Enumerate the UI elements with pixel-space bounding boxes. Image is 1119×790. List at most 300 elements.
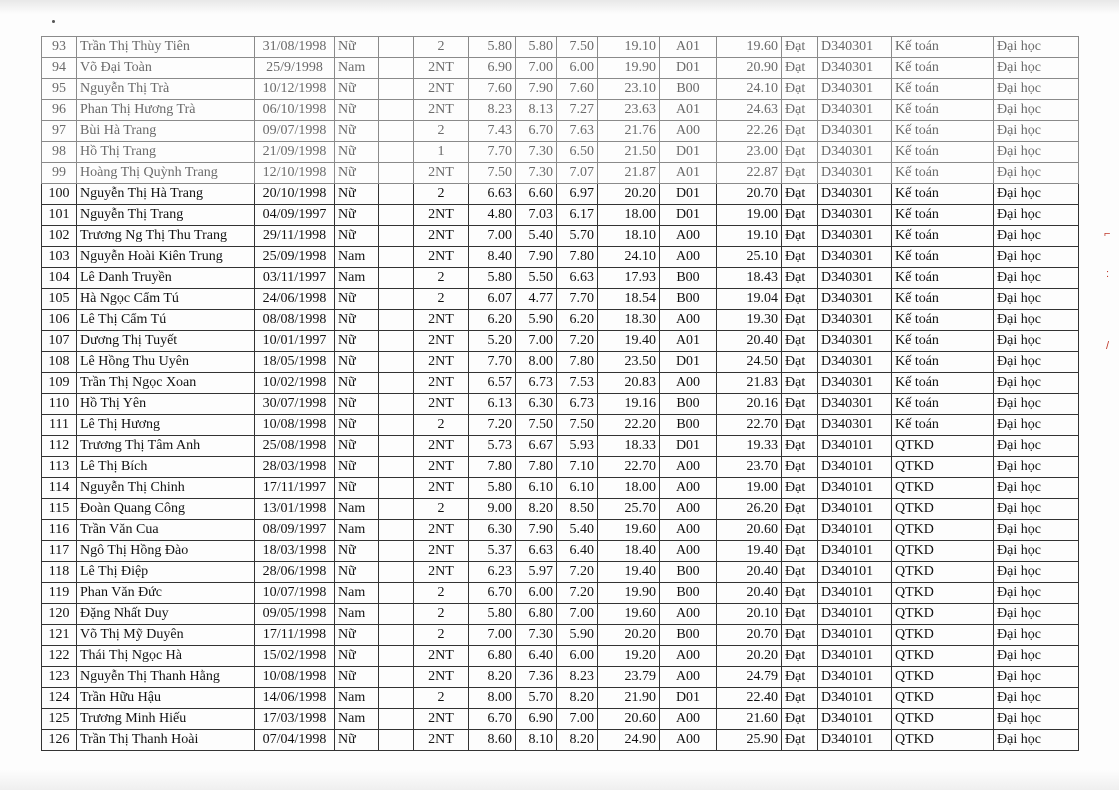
major-cell: Kế toán [892,226,994,247]
program-code-cell: D340301 [818,331,892,352]
score-2-cell: 8.10 [516,730,557,751]
score-total-cell: 19.10 [598,37,660,58]
program-code-cell: D340101 [818,730,892,751]
blank-cell-cell [379,583,414,604]
student-name-cell: Nguyễn Hoài Kiên Trung [77,247,255,268]
row-number-cell: 99 [42,163,77,184]
result-cell: Đạt [782,247,818,268]
birth-date-cell: 24/06/1998 [255,289,335,310]
table-row [42,457,1079,478]
score-3-cell: 8.23 [557,667,598,688]
score-2-cell: 5.50 [516,268,557,289]
score-1-cell: 6.20 [469,310,516,331]
score-total-cell: 22.70 [598,457,660,478]
program-code-cell: D340301 [818,205,892,226]
program-code-cell: D340301 [818,58,892,79]
score-1-cell: 6.57 [469,373,516,394]
score-3-cell: 7.63 [557,121,598,142]
admission-score-cell: 20.70 [717,184,782,205]
subject-block-cell: D01 [660,436,717,457]
admission-score-cell: 24.50 [717,352,782,373]
admission-score-cell: 22.70 [717,415,782,436]
student-name-cell: Trần Thị Thanh Hoài [77,730,255,751]
student-name-cell: Trần Hữu Hậu [77,688,255,709]
education-level-cell: Đại học [994,289,1079,310]
blank-cell-cell [379,415,414,436]
priority-area-cell: 2 [414,37,469,58]
row-number-cell: 94 [42,58,77,79]
row-number-cell: 120 [42,604,77,625]
priority-area-cell: 2NT [414,226,469,247]
score-1-cell: 7.70 [469,352,516,373]
subject-block-cell: B00 [660,415,717,436]
row-number-cell: 116 [42,520,77,541]
subject-block-cell: A00 [660,499,717,520]
gender-cell: Nữ [335,331,379,352]
table-row [42,352,1079,373]
education-level-cell: Đại học [994,667,1079,688]
blank-cell-cell [379,562,414,583]
gender-cell: Nữ [335,415,379,436]
priority-area-cell: 2NT [414,79,469,100]
blank-cell-cell [379,499,414,520]
major-cell: Kế toán [892,289,994,310]
score-total-cell: 18.30 [598,310,660,331]
birth-date-cell: 29/11/1998 [255,226,335,247]
birth-date-cell: 21/09/1998 [255,142,335,163]
score-3-cell: 7.10 [557,457,598,478]
student-name-cell: Lê Thị Hương [77,415,255,436]
result-cell: Đạt [782,541,818,562]
score-total-cell: 20.20 [598,625,660,646]
education-level-cell: Đại học [994,499,1079,520]
blank-cell-cell [379,79,414,100]
program-code-cell: D340301 [818,184,892,205]
score-3-cell: 6.17 [557,205,598,226]
education-level-cell: Đại học [994,121,1079,142]
subject-block-cell: D01 [660,58,717,79]
admission-score-cell: 20.40 [717,331,782,352]
student-name-cell: Lê Thị Cẩm Tú [77,310,255,331]
admission-score-cell: 20.70 [717,625,782,646]
gender-cell: Nam [335,520,379,541]
subject-block-cell: A00 [660,541,717,562]
education-level-cell: Đại học [994,310,1079,331]
table-row [42,709,1079,730]
subject-block-cell: D01 [660,142,717,163]
major-cell: Kế toán [892,331,994,352]
score-3-cell: 7.00 [557,604,598,625]
score-total-cell: 23.79 [598,667,660,688]
birth-date-cell: 10/01/1997 [255,331,335,352]
student-name-cell: Nguyễn Thị Trà [77,79,255,100]
admission-score-cell: 22.87 [717,163,782,184]
table-row [42,436,1079,457]
score-1-cell: 4.80 [469,205,516,226]
result-cell: Đạt [782,100,818,121]
subject-block-cell: A01 [660,37,717,58]
row-number-cell: 114 [42,478,77,499]
table-row [42,646,1079,667]
blank-cell-cell [379,37,414,58]
score-total-cell: 19.60 [598,520,660,541]
priority-area-cell: 2NT [414,247,469,268]
score-1-cell: 7.70 [469,142,516,163]
table-row [42,415,1079,436]
subject-block-cell: D01 [660,352,717,373]
education-level-cell: Đại học [994,163,1079,184]
table-row [42,604,1079,625]
table-row [42,625,1079,646]
major-cell: QTKD [892,520,994,541]
result-cell: Đạt [782,352,818,373]
education-level-cell: Đại học [994,520,1079,541]
subject-block-cell: B00 [660,79,717,100]
score-total-cell: 18.00 [598,205,660,226]
priority-area-cell: 2 [414,499,469,520]
table-row [42,394,1079,415]
score-1-cell: 6.80 [469,646,516,667]
birth-date-cell: 15/02/1998 [255,646,335,667]
major-cell: QTKD [892,667,994,688]
blank-cell-cell [379,247,414,268]
score-3-cell: 7.53 [557,373,598,394]
result-cell: Đạt [782,436,818,457]
student-name-cell: Nguyễn Thị Chinh [77,478,255,499]
score-total-cell: 17.93 [598,268,660,289]
blank-cell-cell [379,541,414,562]
program-code-cell: D340101 [818,541,892,562]
score-3-cell: 7.50 [557,415,598,436]
score-total-cell: 19.40 [598,562,660,583]
admission-score-cell: 24.79 [717,667,782,688]
score-3-cell: 7.50 [557,37,598,58]
student-name-cell: Hoàng Thị Quỳnh Trang [77,163,255,184]
result-cell: Đạt [782,163,818,184]
student-name-cell: Nguyễn Thị Thanh Hằng [77,667,255,688]
result-cell: Đạt [782,37,818,58]
admission-score-cell: 20.60 [717,520,782,541]
score-total-cell: 24.90 [598,730,660,751]
table-row [42,142,1079,163]
priority-area-cell: 2NT [414,730,469,751]
gender-cell: Nữ [335,226,379,247]
result-cell: Đạt [782,310,818,331]
score-1-cell: 5.80 [469,604,516,625]
education-level-cell: Đại học [994,583,1079,604]
score-2-cell: 6.60 [516,184,557,205]
row-number-cell: 117 [42,541,77,562]
result-cell: Đạt [782,268,818,289]
bottom-shade [0,770,1119,790]
birth-date-cell: 25/08/1998 [255,436,335,457]
result-cell: Đạt [782,331,818,352]
score-2-cell: 7.36 [516,667,557,688]
blank-cell-cell [379,205,414,226]
subject-block-cell: A00 [660,709,717,730]
admission-score-cell: 19.00 [717,205,782,226]
blank-cell-cell [379,289,414,310]
row-number-cell: 93 [42,37,77,58]
admission-score-cell: 24.10 [717,79,782,100]
education-level-cell: Đại học [994,415,1079,436]
birth-date-cell: 25/9/1998 [255,58,335,79]
row-number-cell: 112 [42,436,77,457]
score-3-cell: 8.20 [557,730,598,751]
score-3-cell: 7.20 [557,583,598,604]
priority-area-cell: 2 [414,289,469,310]
result-cell: Đạt [782,121,818,142]
score-2-cell: 7.30 [516,625,557,646]
gender-cell: Nam [335,688,379,709]
program-code-cell: D340101 [818,499,892,520]
gender-cell: Nữ [335,79,379,100]
result-cell: Đạt [782,709,818,730]
priority-area-cell: 2 [414,268,469,289]
score-2-cell: 7.90 [516,79,557,100]
subject-block-cell: A00 [660,310,717,331]
major-cell: Kế toán [892,79,994,100]
score-2-cell: 7.80 [516,457,557,478]
blank-cell-cell [379,121,414,142]
major-cell: QTKD [892,625,994,646]
subject-block-cell: A00 [660,373,717,394]
blank-cell-cell [379,352,414,373]
margin-handwriting: ⌐ [1104,228,1111,240]
gender-cell: Nữ [335,541,379,562]
major-cell: QTKD [892,499,994,520]
score-3-cell: 5.90 [557,625,598,646]
priority-area-cell: 2 [414,121,469,142]
result-cell: Đạt [782,58,818,79]
student-name-cell: Võ Thị Mỹ Duyên [77,625,255,646]
row-number-cell: 98 [42,142,77,163]
row-number-cell: 124 [42,688,77,709]
result-cell: Đạt [782,688,818,709]
student-name-cell: Trương Thị Tâm Anh [77,436,255,457]
gender-cell: Nữ [335,205,379,226]
score-1-cell: 5.80 [469,478,516,499]
program-code-cell: D340301 [818,142,892,163]
student-name-cell: Trần Thị Thùy Tiên [77,37,255,58]
program-code-cell: D340301 [818,121,892,142]
education-level-cell: Đại học [994,646,1079,667]
score-3-cell: 7.80 [557,352,598,373]
table-row [42,331,1079,352]
major-cell: QTKD [892,730,994,751]
birth-date-cell: 09/07/1998 [255,121,335,142]
birth-date-cell: 08/09/1997 [255,520,335,541]
blank-cell-cell [379,394,414,415]
score-3-cell: 6.97 [557,184,598,205]
student-name-cell: Phan Văn Đức [77,583,255,604]
program-code-cell: D340101 [818,583,892,604]
birth-date-cell: 28/06/1998 [255,562,335,583]
score-3-cell: 7.20 [557,331,598,352]
blank-cell-cell [379,667,414,688]
result-cell: Đạt [782,562,818,583]
row-number-cell: 119 [42,583,77,604]
score-1-cell: 8.40 [469,247,516,268]
priority-area-cell: 2 [414,625,469,646]
score-total-cell: 19.90 [598,58,660,79]
gender-cell: Nữ [335,457,379,478]
blank-cell-cell [379,436,414,457]
score-2-cell: 5.97 [516,562,557,583]
priority-area-cell: 2 [414,688,469,709]
birth-date-cell: 10/07/1998 [255,583,335,604]
row-number-cell: 105 [42,289,77,310]
table-row [42,100,1079,121]
score-3-cell: 6.50 [557,142,598,163]
score-1-cell: 7.20 [469,415,516,436]
score-total-cell: 19.40 [598,331,660,352]
birth-date-cell: 17/11/1997 [255,478,335,499]
score-2-cell: 6.80 [516,604,557,625]
priority-area-cell: 2 [414,583,469,604]
table-row [42,226,1079,247]
row-number-cell: 110 [42,394,77,415]
score-2-cell: 6.90 [516,709,557,730]
table-row [42,268,1079,289]
score-2-cell: 8.13 [516,100,557,121]
row-number-cell: 104 [42,268,77,289]
score-total-cell: 21.76 [598,121,660,142]
major-cell: Kế toán [892,37,994,58]
blank-cell-cell [379,520,414,541]
student-name-cell: Võ Đại Toàn [77,58,255,79]
score-3-cell: 6.40 [557,541,598,562]
education-level-cell: Đại học [994,478,1079,499]
margin-handwriting: : [1106,268,1110,280]
result-cell: Đạt [782,457,818,478]
priority-area-cell: 2NT [414,310,469,331]
major-cell: Kế toán [892,415,994,436]
student-grade-table [41,36,1079,751]
priority-area-cell: 2NT [414,352,469,373]
row-number-cell: 107 [42,331,77,352]
score-2-cell: 5.70 [516,688,557,709]
birth-date-cell: 06/10/1998 [255,100,335,121]
subject-block-cell: A01 [660,100,717,121]
blank-cell-cell [379,646,414,667]
program-code-cell: D340301 [818,352,892,373]
birth-date-cell: 12/10/1998 [255,163,335,184]
education-level-cell: Đại học [994,373,1079,394]
program-code-cell: D340301 [818,415,892,436]
birth-date-cell: 03/11/1997 [255,268,335,289]
row-number-cell: 103 [42,247,77,268]
major-cell: Kế toán [892,142,994,163]
program-code-cell: D340101 [818,520,892,541]
subject-block-cell: A00 [660,478,717,499]
education-level-cell: Đại học [994,541,1079,562]
student-name-cell: Trương Ng Thị Thu Trang [77,226,255,247]
admission-score-cell: 23.00 [717,142,782,163]
major-cell: QTKD [892,583,994,604]
education-level-cell: Đại học [994,604,1079,625]
program-code-cell: D340101 [818,562,892,583]
score-1-cell: 8.00 [469,688,516,709]
score-total-cell: 20.83 [598,373,660,394]
student-name-cell: Hồ Thị Trang [77,142,255,163]
score-total-cell: 23.50 [598,352,660,373]
admission-score-cell: 20.90 [717,58,782,79]
score-2-cell: 6.10 [516,478,557,499]
score-2-cell: 7.90 [516,520,557,541]
score-2-cell: 4.77 [516,289,557,310]
student-name-cell: Lê Hồng Thu Uyên [77,352,255,373]
admission-score-cell: 21.83 [717,373,782,394]
table-row [42,37,1079,58]
priority-area-cell: 2NT [414,478,469,499]
birth-date-cell: 18/05/1998 [255,352,335,373]
program-code-cell: D340101 [818,436,892,457]
major-cell: Kế toán [892,205,994,226]
blank-cell-cell [379,163,414,184]
score-total-cell: 21.90 [598,688,660,709]
student-name-cell: Lê Thị Bích [77,457,255,478]
score-2-cell: 7.50 [516,415,557,436]
blank-cell-cell [379,457,414,478]
table-row [42,289,1079,310]
score-3-cell: 5.93 [557,436,598,457]
program-code-cell: D340301 [818,394,892,415]
education-level-cell: Đại học [994,457,1079,478]
score-3-cell: 7.20 [557,562,598,583]
program-code-cell: D340101 [818,478,892,499]
priority-area-cell: 1 [414,142,469,163]
education-level-cell: Đại học [994,688,1079,709]
education-level-cell: Đại học [994,226,1079,247]
major-cell: Kế toán [892,352,994,373]
table-row [42,499,1079,520]
subject-block-cell: A00 [660,667,717,688]
result-cell: Đạt [782,478,818,499]
score-total-cell: 19.20 [598,646,660,667]
gender-cell: Nữ [335,184,379,205]
major-cell: QTKD [892,688,994,709]
major-cell: QTKD [892,478,994,499]
score-1-cell: 6.90 [469,58,516,79]
blank-cell-cell [379,625,414,646]
program-code-cell: D340101 [818,688,892,709]
education-level-cell: Đại học [994,394,1079,415]
result-cell: Đạt [782,415,818,436]
program-code-cell: D340101 [818,604,892,625]
blank-cell-cell [379,331,414,352]
student-name-cell: Hà Ngọc Cẩm Tú [77,289,255,310]
gender-cell: Nam [335,583,379,604]
gender-cell: Nam [335,247,379,268]
program-code-cell: D340301 [818,37,892,58]
subject-block-cell: B00 [660,289,717,310]
score-2-cell: 6.73 [516,373,557,394]
score-total-cell: 25.70 [598,499,660,520]
score-2-cell: 7.00 [516,58,557,79]
admission-score-cell: 19.04 [717,289,782,310]
gender-cell: Nữ [335,562,379,583]
blank-cell-cell [379,226,414,247]
major-cell: Kế toán [892,373,994,394]
subject-block-cell: A00 [660,604,717,625]
blank-cell-cell [379,310,414,331]
row-number-cell: 100 [42,184,77,205]
score-1-cell: 8.20 [469,667,516,688]
row-number-cell: 97 [42,121,77,142]
gender-cell: Nam [335,604,379,625]
admission-score-cell: 19.00 [717,478,782,499]
